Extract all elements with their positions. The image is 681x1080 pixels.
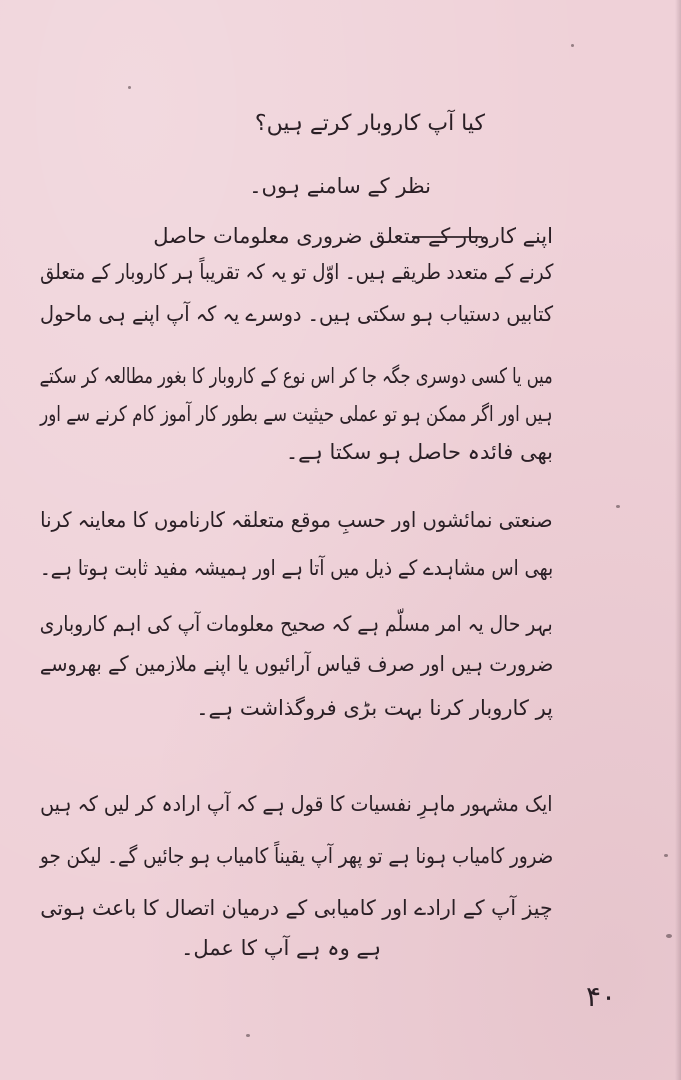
text-line: چیز آپ کے ارادے اور کامیابی کے درمیان اتصال کا باعث ہوتی: [40, 896, 553, 920]
text-line: کرنے کے متعدد طریقے ہیں۔ اوّل تو یہ کہ تقریباً ہر کاروبار کے متعلق: [39, 260, 553, 284]
paper-speck: [128, 86, 131, 89]
text-line: اپنے کاروبار کے متعلق ضروری معلومات حاصل: [153, 224, 553, 248]
paper-speck: [616, 505, 620, 508]
text-line: صنعتی نمائشوں اور حسبِ موقع متعلقہ کارناموں کا معاینہ کرنا: [40, 508, 553, 532]
text-line: ایک مشہور ماہرِ نفسیات کا قول ہے کہ آپ ارادہ کر لیں کہ ہیں: [40, 792, 553, 816]
text-line: بھی اس مشاہدے کے ذیل میں آتا ہے اور ہمیشہ مفید ثابت ہوتا ہے۔: [39, 556, 553, 580]
text-line: پر کاروبار کرنا بہت بڑی فروگذاشت ہے۔: [196, 696, 553, 720]
text-line: ہیں اور اگر ممکن ہو تو عملی حیثیت سے بطور کار آموز کام کرنے سے اور: [40, 402, 553, 426]
text-line: ضرورت ہیں اور صرف قیاس آرائیوں یا اپنے ملازمین کے بھروسے: [39, 652, 553, 676]
paper-speck: [571, 44, 574, 47]
text-line: میں یا کسی دوسری جگہ جا کر اس نوع کے کاروبار کا بغور مطالعہ کر سکتے: [39, 364, 553, 388]
paper-speck: [664, 854, 668, 857]
text-line: ضرور کامیاب ہونا ہے تو پھر آپ یقیناً کامیاب ہو جائیں گے۔ لیکن جو: [39, 844, 553, 868]
text-line: نظر کے سامنے ہوں۔: [249, 174, 431, 198]
text-line: بہر حال یہ امر مسلّم ہے کہ صحیح معلومات آپ کی اہم کاروباری: [39, 612, 553, 636]
paper-speck: [246, 1034, 250, 1037]
paper-speck: [666, 934, 672, 938]
text-line: بھی فائدہ حاصل ہو سکتا ہے۔: [285, 440, 553, 464]
page-number: ۴۰: [586, 980, 617, 1013]
page-title: کیا آپ کاروبار کرتے ہیں؟: [254, 111, 485, 136]
text-line: کتابیں دستیاب ہو سکتی ہیں۔ دوسرے یہ کہ آپ اپنے ہی ماحول: [39, 302, 553, 326]
page-edge-shadow: [675, 0, 681, 1080]
text-line: ہے وہ ہے آپ کا عمل۔: [181, 936, 381, 960]
